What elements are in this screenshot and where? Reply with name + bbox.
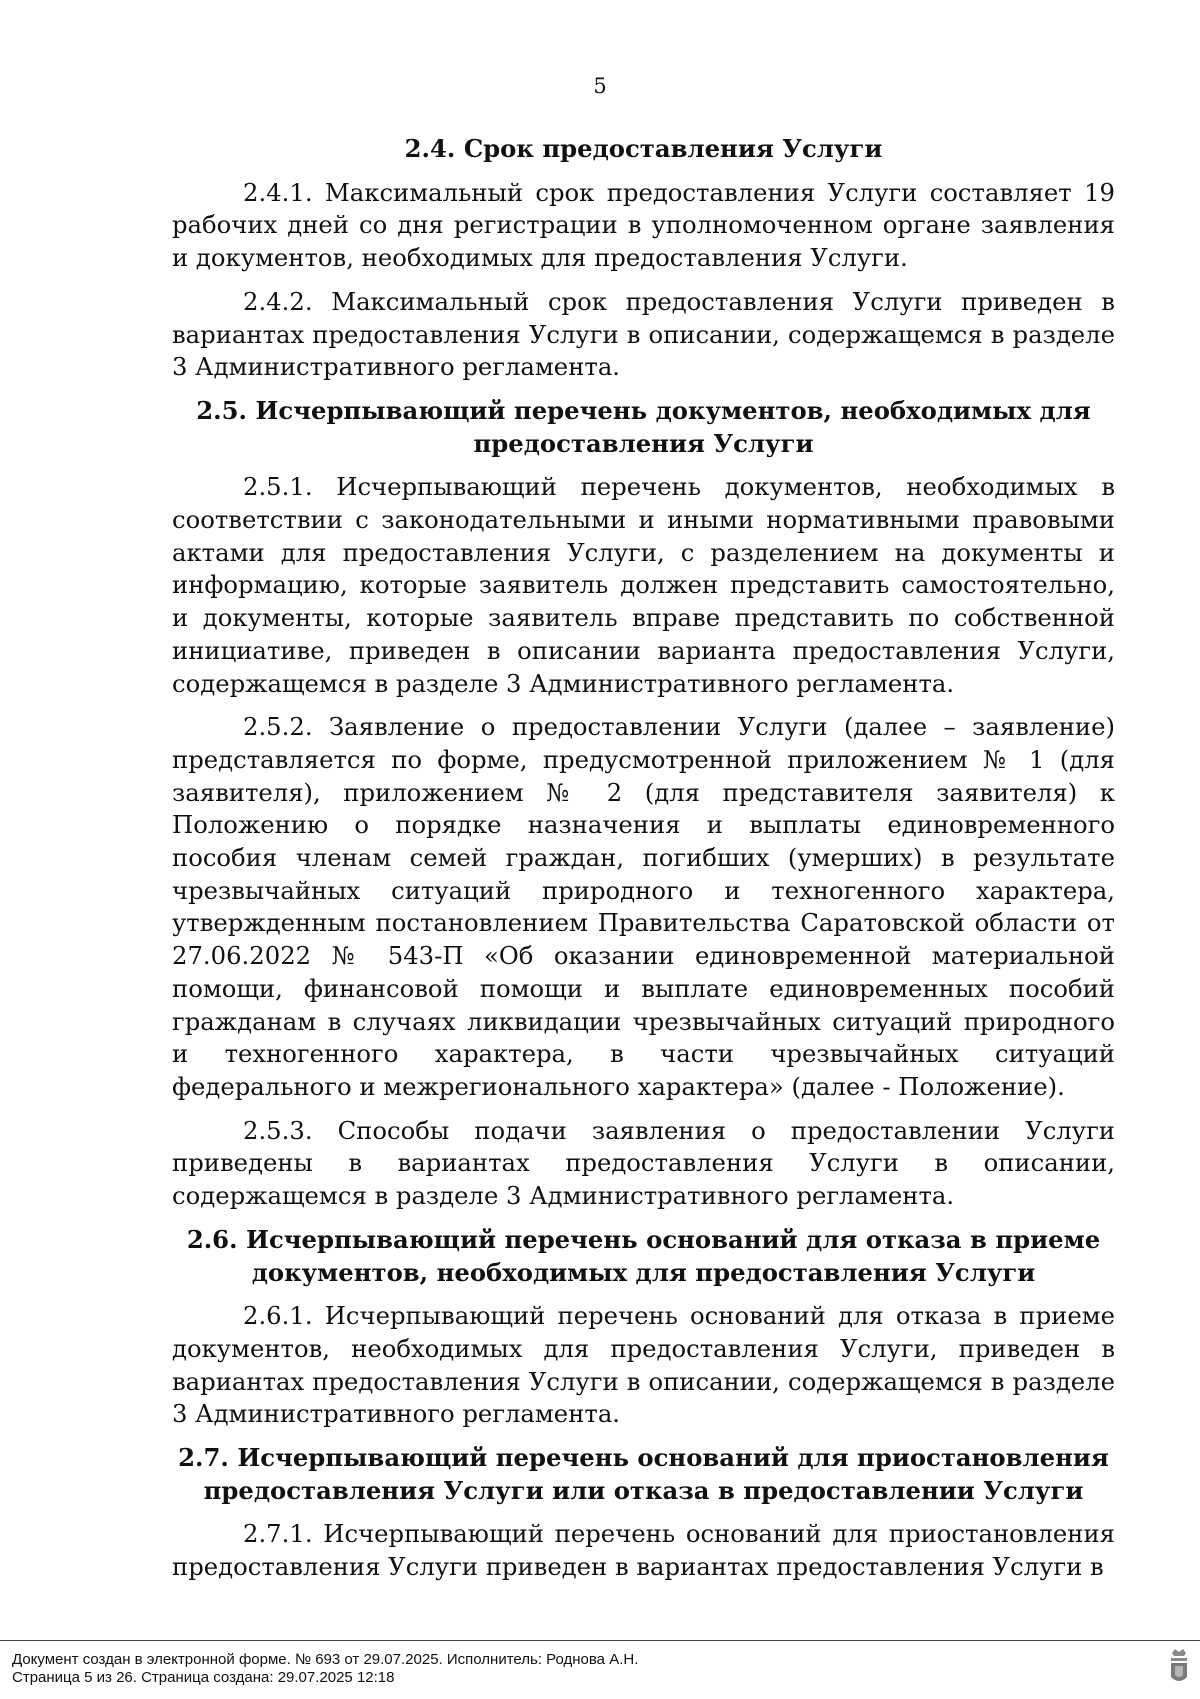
coat-of-arms-icon — [1168, 1647, 1190, 1687]
footer-text — [12, 1651, 638, 1687]
footer-page-info: Страница 5 из 26. Страница создана: 29.07.2025 12:18 — [12, 1669, 395, 1686]
section-heading: 2.5. Исчерпывающий перечень документов, необходимых для предоставления Услуги — [196, 395, 1091, 458]
footer-document-info: Документ создан в электронной форме. № 693 от 29.07.2025. Исполнитель: Роднова А.Н. — [12, 1651, 639, 1668]
paragraph: 2.4.2. Максимальный срок предоставления Услуги приведен в вариантах предоставления Услуги в описании, содержащемся в разделе 3 Административного регламента. — [172, 286, 1115, 382]
paragraph: 2.6.1. Исчерпывающий перечень оснований для отказа в приеме документов, необходимых для предоставления Услуги, приведен в вариантах предоставления Услуги в описании, содержащемся в разделе 3 Административного регламента. — [172, 1301, 1115, 1429]
section-heading: 2.4. Срок предоставления Услуги — [404, 134, 883, 163]
document-body — [172, 133, 1115, 1595]
page-number: 5 — [593, 74, 607, 98]
paragraph: 2.4.1. Максимальный срок предоставления Услуги составляет 19 рабочих дней со дня регистрации в уполномоченном органе заявления и документов, необходимых для предоставления Услуги. — [172, 177, 1115, 273]
paragraph: 2.5.2. Заявление о предоставлении Услуги (далее – заявление) представляется по форме, предусмотренной приложением № 1 (для заявителя), приложением № 2 (для представителя заявителя) к Положению о порядке назначения и выплаты единовременного пособия членам семей граждан, погибших (умерших) в результате чрезвычайных ситуаций природного и техногенного характера, утвержденным постановлением Правительства Саратовской области от 27.06.2022 № 543-П «Об оказании единовременной материальной помощи, финансовой помощи и выплате единовременных пособий гражданам в случаях ликвидации чрезвычайных ситуаций природного и техногенного характера, в части чрезвычайных ситуаций федерального и межрегионального характера» (далее - Положение). — [172, 712, 1115, 1101]
document-footer — [0, 1640, 1200, 1699]
paragraph: 2.5.1. Исчерпывающий перечень документов, необходимых в соответствии с законодательными и иными нормативными правовыми актами для предоставления Услуги, с разделением на документы и информацию, которые заявитель должен представить самостоятельно, и документы, которые заявитель вправе представить по собственной инициативе, приведен в описании варианта предоставления Услуги, содержащемся в разделе 3 Административного регламента. — [172, 472, 1115, 698]
paragraph: 2.7.1. Исчерпывающий перечень оснований для приостановления предоставления Услуги приведен в вариантах предоставления Услуги в — [172, 1519, 1115, 1582]
paragraph: 2.5.3. Способы подачи заявления о предоставлении Услуги приведены в вариантах предоставления Услуги в описании, содержащемся в разделе 3 Административного регламента. — [172, 1115, 1115, 1211]
section-heading: 2.7. Исчерпывающий перечень оснований для приостановления предоставления Услуги или отказа в предоставлении Услуги — [178, 1443, 1109, 1505]
section-heading: 2.6. Исчерпывающий перечень оснований для отказа в приеме документов, необходимых для предоставления Услуги — [186, 1224, 1101, 1287]
